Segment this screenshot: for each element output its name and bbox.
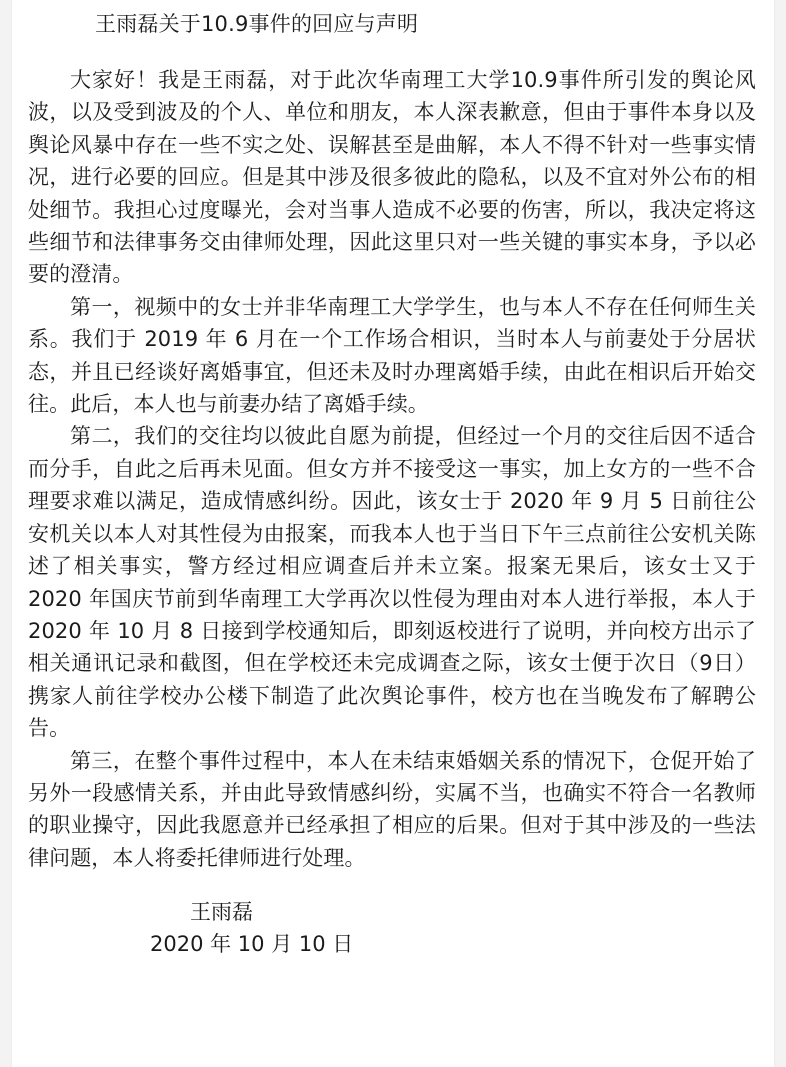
- document-body: [28, 64, 756, 874]
- document-title: 王雨磊关于10.9事件的回应与声明: [95, 12, 419, 36]
- signature-name: 王雨磊: [190, 900, 253, 924]
- paragraph-first-point: 第一，视频中的女士并非华南理工大学学生，也与本人不存在任何师生关系。我们于 2019 年 6 月在一个工作场合相识，当时本人与前妻处于分居状态，并且已经谈好离婚事宜，但还未及时办理离婚手续，由此在相识后开始交往。此后，本人也与前妻办结了离婚手续。: [28, 294, 756, 417]
- document-page: [12, 0, 774, 1067]
- signature-date: 2020 年 10 月 10 日: [150, 932, 354, 956]
- paragraph-third-point: 第三，在整个事件过程中，本人在未结束婚姻关系的情况下，仓促开始了另外一段感情关系，并由此导致情感纠纷，实属不当，也确实不符合一名教师的职业操守，因此我愿意并已经承担了相应的后果。但对于其中涉及的一些法律问题，本人将委托律师进行处理。: [28, 748, 756, 870]
- paragraph-second-point: 第二，我们的交往均以彼此自愿为前提，但经过一个月的交往后因不适合而分手，自此之后再未见面。但女方并不接受这一事实，加上女方的一些不合理要求难以满足，造成情感纠纷。因此，该女士于 2020 年 9 月 5 日前往公安机关以本人对其性侵为由报案，而我本人也于当日下午三点前往公安机关陈述了相关事实，警方经过相应调查后并未立案。报案无果后，该女士又于 2020 年国庆节前到华南理工大学再次以性侵为理由对本人进行举报，本人于 2020 年 10 月 8 日接到学校通知后，即刻返校进行了说明，并向校方出示了相关通讯记录和截图，但在学校还未完成调查之际，该女士便于次日（9日）携家人前往学校办公楼下制造了此次舆论事件，校方也在当晚发布了解聘公告。: [28, 424, 756, 741]
- paragraph-intro: 大家好！我是王雨磊，对于此次华南理工大学10.9事件所引发的舆论风波，以及受到波及的个人、单位和朋友，本人深表歉意，但由于事件本身以及舆论风暴中存在一些不实之处、误解甚至是曲解，本人不得不针对一些事实情况，进行必要的回应。但是其中涉及很多彼此的隐私，以及不宜对外公布的相处细节。我担心过度曝光，会对当事人造成不必要的伤害，所以，我决定将这些细节和法律事务交由律师处理，因此这里只对一些关键的事实本身，予以必要的澄清。: [28, 68, 756, 287]
